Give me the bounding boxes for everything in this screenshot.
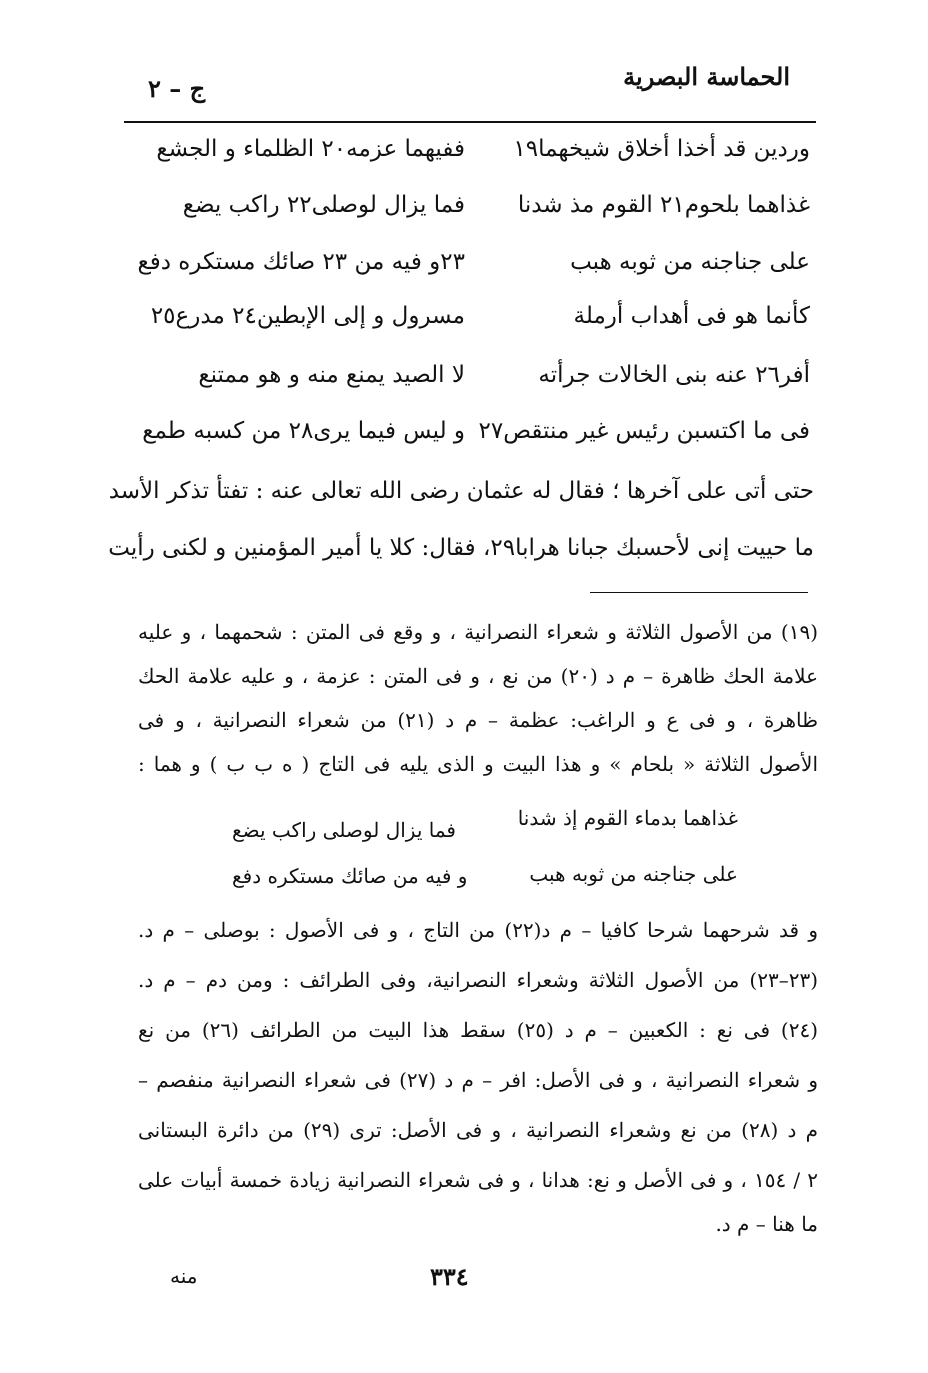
footnote-verse-second-hemistich: و فيه من صائك مستكره دفع [232,864,468,888]
verse-line [150,362,810,414]
footnote-line: ظاهرة ، و فى ع و الراغب: عظمة – م د (٢١) من شعراء النصرانية ، و فى [138,708,819,732]
verse-first-hemistich: أفر٢٦ عنه بنى الخالات جرأته [538,362,810,388]
footnote-line: و قد شرحهما شرحا كافيا – م د(٢٢) من التاج ، و فى الأصول : بوصلى – م د. [138,918,818,942]
footnote-verse-second-hemistich: فما يزال لوصلى راكب يضع [232,818,456,842]
verse-first-hemistich: على جناجنه من ثوبه هبب [570,249,810,275]
verse-line [150,136,810,188]
footnote-line: م د (٢٨) من نع وشعراء النصرانية ، و فى الأصل: ترى (٢٩) من دائرة البستانى [138,1118,819,1142]
prose-line: حتى أتى على آخرها ؛ فقال له عثمان رضى الله تعالى عنه : تفتأ تذكر الأسد [108,478,814,504]
running-head-volume: ج – ٢ [148,74,206,103]
verse-line [142,418,810,470]
footnote-line: الأصول الثلاثة « بلحام » و هذا البيت و الذى يليه فى التاج ( ه ب ب ) و هما : [138,752,818,776]
footnote-line: (٢٤) فى نع : الكعبين – م د (٢٥) سقط هذا البيت من الطرائف (٢٦) من نع [138,1018,818,1042]
verse-second-hemistich: فما يزال لوصلى٢٢ راكب يضع [182,192,465,218]
catchword: منه [170,1264,198,1288]
verse-line [137,249,810,301]
footnote-line: (٢٣–٢٣) من الأصول الثلاثة وشعراء النصرانية، وفى الطرائف : ومن دم – م د. [138,968,818,992]
verse-second-hemistich: لا الصيد يمنع منه و هو ممتنع [198,362,465,388]
footnote-line: (١٩) من الأصول الثلاثة و شعراء النصرانية ، و وقع فى المتن : شحمهما ، و عليه [138,620,818,644]
footnote-line: ما هنا – م د. [715,1212,818,1236]
header-rule [124,121,816,123]
verse-second-hemistich: ٢٣و فيه من ٢٣ صائك مستكره دفع [137,249,465,275]
verse-first-hemistich: فى ما اكتسبن رئيس غير منتقص٢٧ [478,418,810,444]
verse-second-hemistich: مسرول و إلى الإبطين٢٤ مدرع٢٥ [150,303,465,329]
footnote-line: و شعراء النصرانية ، و فى الأصل: افر – م د (٢٧) فى شعراء النصرانية منفصم – [138,1068,819,1092]
verse-first-hemistich: وردين قد أخذا أخلاق شيخهما١٩ [513,136,810,162]
footnote-separator [590,592,808,593]
verse-line [150,303,810,355]
verse-first-hemistich: غذاهما بلحوم٢١ القوم مذ شدنا [517,192,810,218]
footnote-verse-first-hemistich: على جناجنه من ثوبه هبب [529,862,738,886]
verse-second-hemistich: و ليس فيما يرى٢٨ من كسبه طمع [142,418,465,444]
verse-first-hemistich: كأنما هو فى أهداب أرملة [573,303,810,329]
footnote-line: علامة الحك ظاهرة – م د (٢٠) من نع ، و فى المتن : عزمة ، و عليه علامة الحك [138,664,819,688]
page-number: ٣٣٤ [430,1262,469,1291]
verse-second-hemistich: ففيهما عزمه٢٠ الظلماء و الجشع [156,136,465,162]
footnote-verse-first-hemistich: غذاهما بدماء القوم إذ شدنا [517,806,738,830]
verse-line [150,192,810,244]
footnote-line: ٢ / ١٥٤ ، و فى الأصل و نع: هدانا ، و فى شعراء النصرانية زيادة خمسة أبيات على [138,1168,818,1192]
prose-line: ما حييت إنى لأحسبك جبانا هرابا٢٩، فقال: كلا يا أمير المؤمنين و لكنى رأيت [108,535,814,561]
running-head-title: الحماسة البصرية [623,62,790,91]
